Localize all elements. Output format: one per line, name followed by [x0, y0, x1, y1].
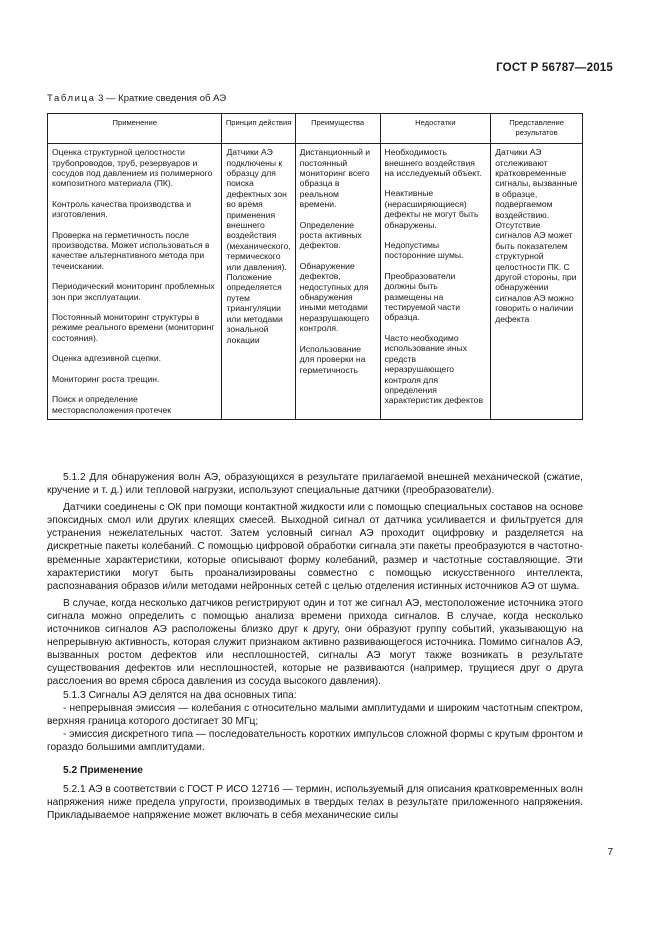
table-caption	[47, 93, 226, 104]
application-item: Периодический мониторинг проблемных зон при эксплуатации.	[52, 281, 215, 302]
body-text	[47, 471, 583, 822]
col-header-drawbacks: Недостатки	[380, 114, 491, 144]
cell-principle	[222, 144, 295, 420]
col-header-results: Представление результатов	[491, 114, 583, 144]
application-item: Оценка адгезивной сцепки.	[52, 353, 162, 364]
paragraph-5-1-2: 5.1.2 Для обнаружения волн АЭ, образующихся в результате прилагаемой внешней механической (сжатие, кручение и т. д.) или тепловой нагрузки, используют специальные датчики (преобразователи).	[47, 472, 583, 497]
section-heading-5-2: 5.2 Применение	[63, 764, 143, 776]
application-item: Проверка на герметичность после производства. Может использоваться в качестве альтернативного метода при течеискании.	[52, 229, 210, 271]
advantage-item: Обнаружение дефектов, недоступных для обнаружения иными методами неразрушающего контроля.	[299, 260, 370, 334]
drawback-item: Недопустимы посторонние шумы.	[384, 240, 464, 261]
drawback-item: Часто необходимо использование иных средств неразрушающего контроля для определения характеристик дефектов	[384, 332, 484, 406]
application-item: Мониторинг роста трещин.	[52, 373, 160, 384]
advantage-item: Определение роста активных дефектов.	[299, 219, 362, 251]
cell-results	[491, 144, 583, 420]
col-header-application: Применение	[48, 114, 222, 144]
cell-drawbacks	[380, 144, 491, 420]
application-item: Контроль качества производства и изготовления.	[52, 198, 192, 220]
results-item: Датчики АЭ отслеживают кратковременные сигналы, вызванные в образце, подвергаемом воздействию. Отсутствие сигналов АЭ может быть показателем структурной целостности ПК. С другой стороны, при обнаружении сигналов АЭ можно говорить о наличии дефекта	[495, 147, 578, 324]
paragraph-5-2-1: 5.2.1 АЭ в соответствии с ГОСТ Р ИСО 12716 — термин, используемый для описания кратковременных волн напряжения ниже предела упругости, производимых в твердых телах в результате приложенного напряжения. Прикладываемое напряжение может включать в себя механические силы	[47, 784, 583, 822]
paragraph-sensors: Датчики соединены с ОК при помощи контактной жидкости или с помощью специальных составов на основе эпоксидных смол или других клеящих смесей. Выходной сигнал от датчика усиливается и фильтруется для устранения нежелательных частот. Затем условный сигнал АЭ проходит оцифровку и разделяется на дискретные пакеты колебаний. С помощью цифровой обработки сигнала эти пакеты преобразуются в частотно-временные характеристики, которые описывают форму колебаний, размер и частотные составляющие. Эти характеристики могут быть проанализированы совместно с помощью искусственного интеллекта, распознавания образов и/или методами нейронных сетей с целью отделения истинных источников АЭ от шума.	[47, 502, 583, 592]
page-number: 7	[607, 847, 613, 858]
document-code: ГОСТ Р 56787—2015	[496, 62, 613, 74]
table-row	[48, 144, 583, 420]
col-header-principle: Принцип действия	[222, 114, 295, 144]
paragraph-multiple-sensors: В случае, когда несколько датчиков регистрируют один и тот же сигнал АЭ, местоположение источника этого сигнала можно определить с помощью анализа времени прихода сигналов. В случае, когда несколько источников сигналов АЭ расположены близко друг к другу, они образуют группу событий, указывающую на непрерывную активность, которая служит признаком активно развивающегося источника. Помимо сигналов АЭ, вызванных ростом дефектов или несплошностей, сигналы АЭ могут также возникать в результате существования дефектов или несплошностей, которые не развиваются (например, трущиеся друг о друга расслоения во время сброса давления из сосуда высокого давления).	[47, 597, 583, 688]
list-item-continuous-emission: - непрерывная эмиссия — колебания с относительно малыми амплитудами и широким частотным спектром, верхняя граница которого достигает 30 МГц;	[47, 702, 583, 727]
drawback-item: Неактивные (нерасширяющиеся) дефекты не могут быть обнаружены.	[384, 188, 479, 230]
application-item: Оценка структурной целостности трубопроводов, труб, резервуаров и сосудов под давлением из полимерного композитного материала (ПК).	[52, 147, 213, 189]
cell-advantages	[295, 144, 380, 420]
ae-summary-table	[47, 113, 583, 420]
list-item-discrete-emission: - эмиссия дискретного типа — последовательность коротких импульсов сложной формы с крутым фронтом и гораздо большими амплитудами.	[47, 728, 583, 753]
drawback-item: Преобразователи должны быть размещены на тестируемой части образца.	[384, 270, 461, 323]
col-header-advantages: Преимущества	[295, 114, 380, 144]
advantage-item: Дистанционный и постоянный мониторинг всего образца в реальном времени.	[299, 147, 371, 210]
advantage-item: Использование для проверки на герметичность	[299, 343, 366, 375]
table-caption-text: 3 — Краткие сведения об АЭ	[98, 93, 227, 104]
paragraph-5-1-3: 5.1.3 Сигналы АЭ делятся на два основных типа:	[63, 689, 297, 701]
table-header-row	[48, 114, 583, 144]
application-item: Поиск и определение месторасположения протечек	[52, 394, 171, 415]
table-caption-label: Таблица	[47, 93, 96, 104]
application-item: Постоянный мониторинг структуры в режиме реального времени (мониторинг состояния).	[52, 312, 215, 343]
drawback-item: Необходимость внешнего воздействия на исследуемый объект.	[384, 147, 482, 178]
principle-item: Датчики АЭ подключены к образцу для поиска дефектных зон во время применения внешнего воздействия (механического, термического или давления). Положение определяется путем триангуляции или методами зональной локации	[226, 147, 291, 345]
cell-application	[48, 144, 222, 420]
